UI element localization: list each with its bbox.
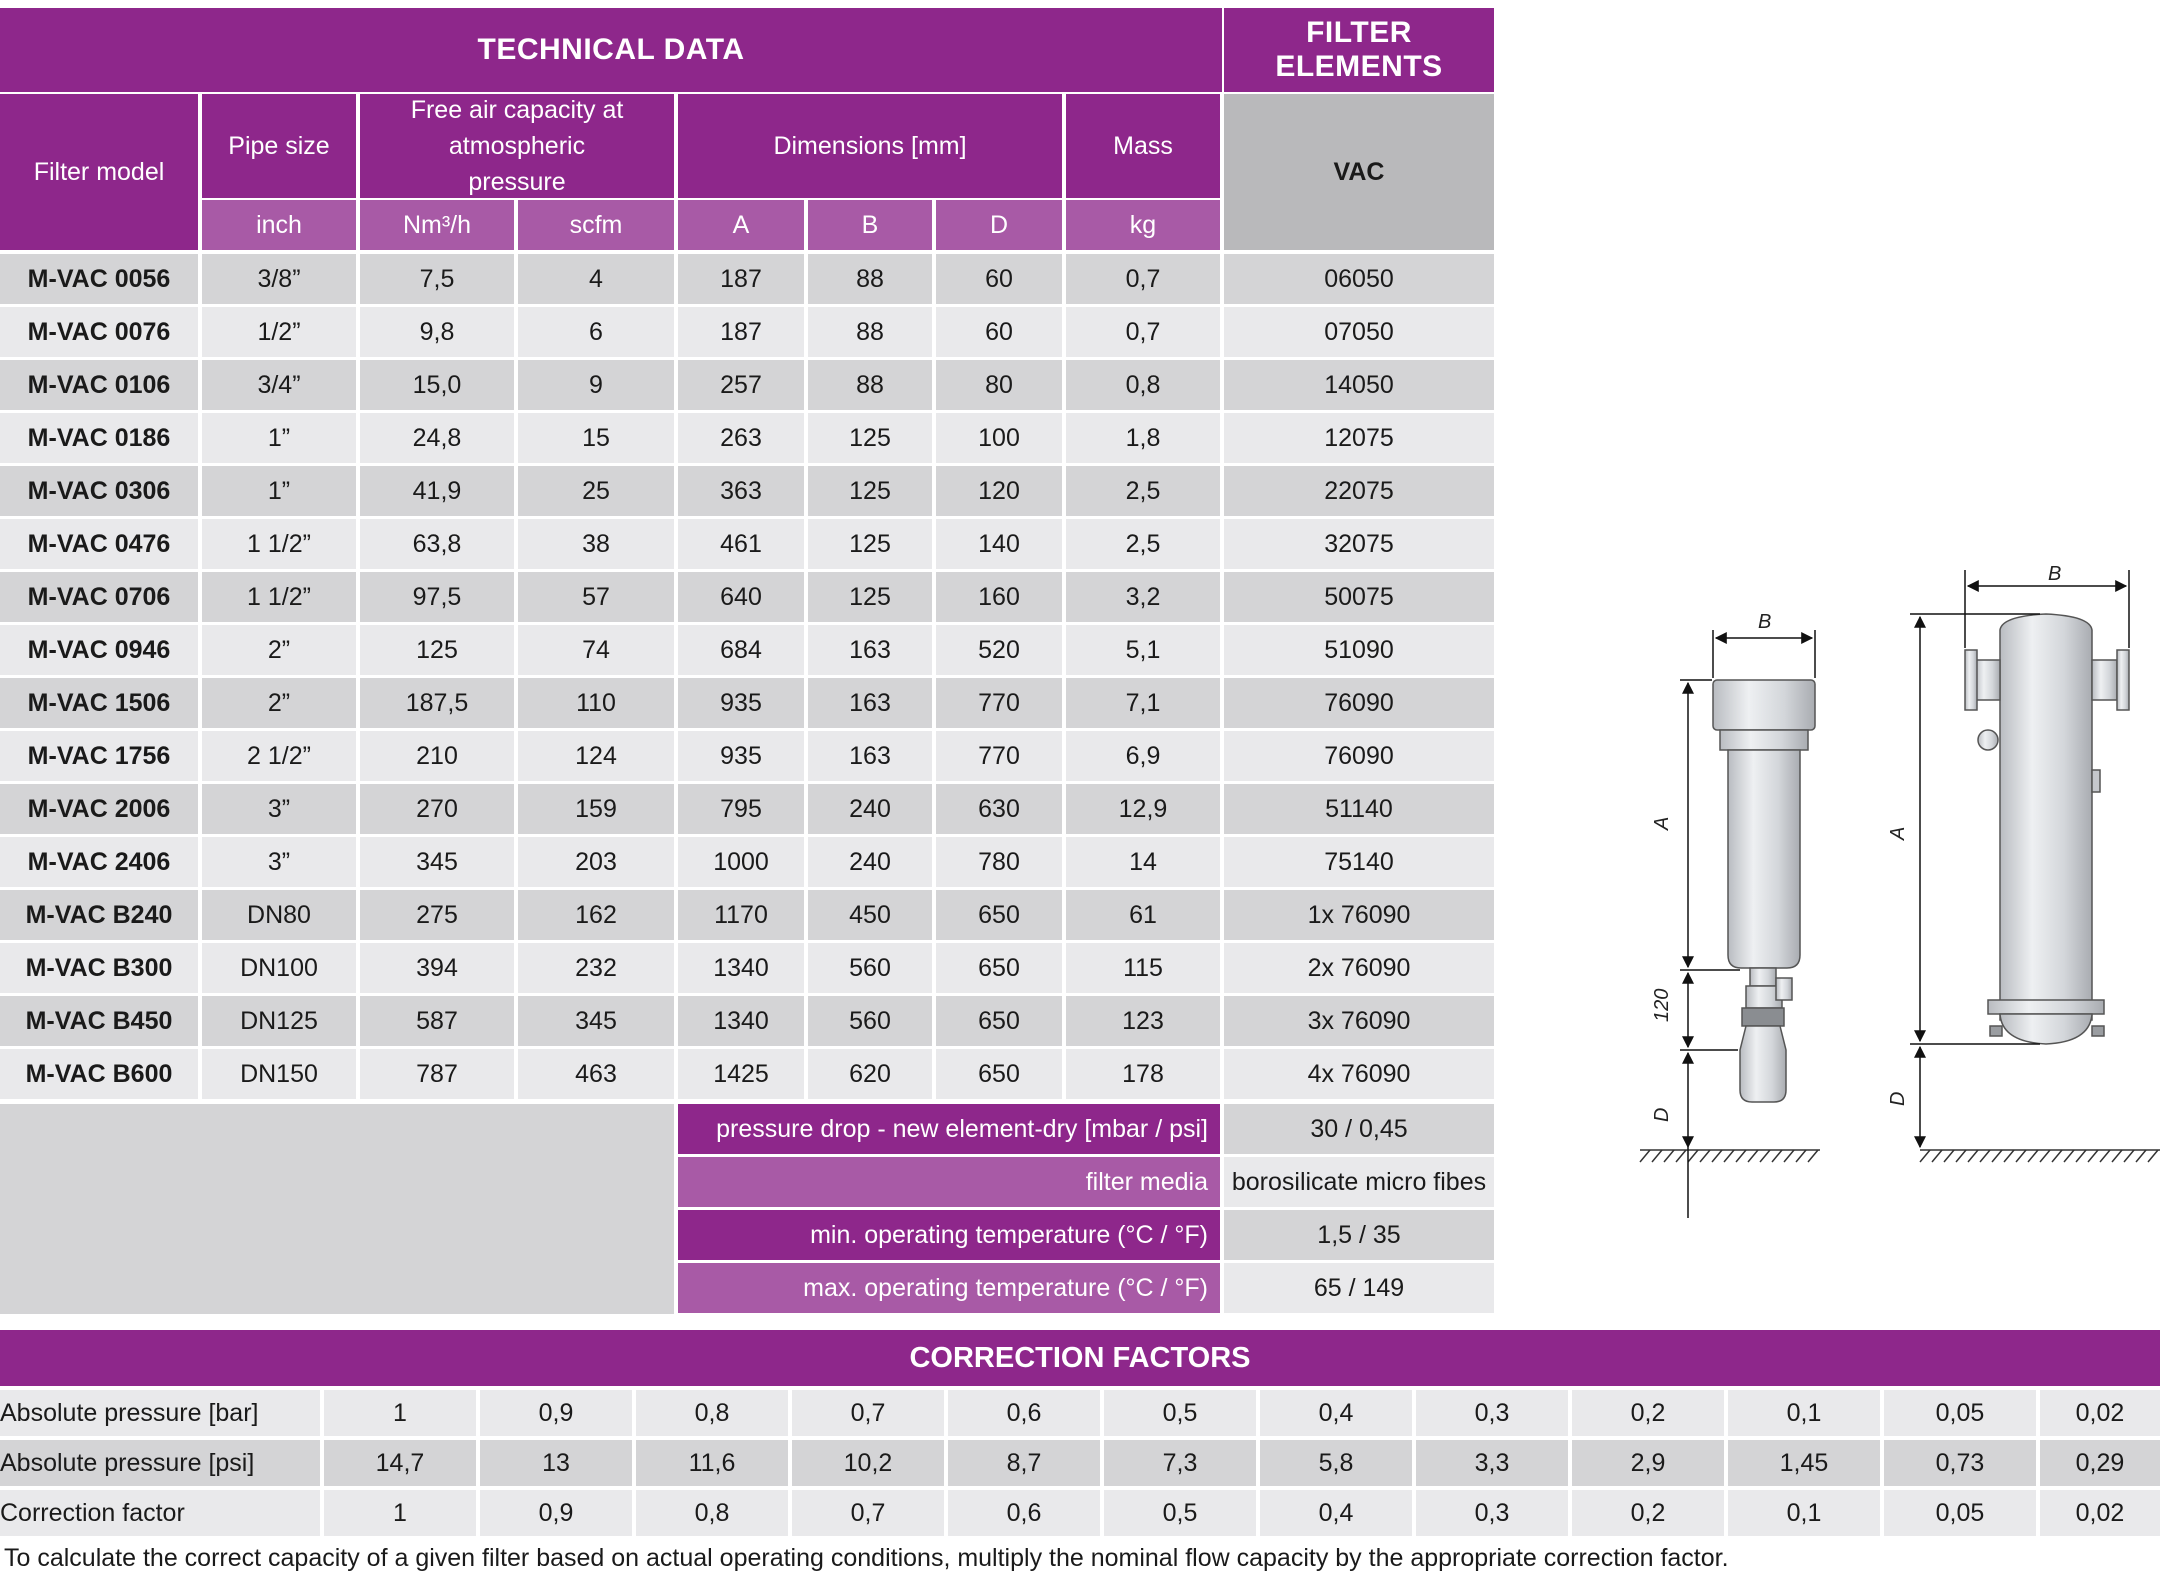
table-cell: 115	[1066, 943, 1220, 993]
correction-value: 0,73	[1884, 1440, 2036, 1486]
correction-value: 0,8	[636, 1390, 788, 1436]
table-cell: 6,9	[1066, 731, 1220, 781]
dim-label-d-small: D	[1651, 1107, 1673, 1122]
table-cell: 3,2	[1066, 572, 1220, 622]
filter-elements-title: FILTER ELEMENTS	[1224, 8, 1494, 92]
correction-value: 11,6	[636, 1440, 788, 1486]
correction-value: 1	[324, 1490, 476, 1536]
table-cell: 1340	[678, 943, 804, 993]
table-cell: 345	[360, 837, 514, 887]
property-label: pressure drop - new element-dry [mbar / psi]	[678, 1104, 1220, 1154]
correction-value: 0,4	[1260, 1390, 1412, 1436]
table-row-model: M-VAC B600	[0, 1049, 198, 1099]
correction-value: 0,29	[2040, 1440, 2160, 1486]
table-cell: 2x 76090	[1224, 943, 1494, 993]
correction-value: 2,9	[1572, 1440, 1724, 1486]
table-cell: 3/4”	[202, 360, 356, 410]
table-cell: 163	[808, 625, 932, 675]
table-cell: 07050	[1224, 307, 1494, 357]
table-cell: 4x 76090	[1224, 1049, 1494, 1099]
vac-header: VAC	[1224, 94, 1494, 250]
table-cell: 125	[808, 572, 932, 622]
correction-value: 0,3	[1416, 1390, 1568, 1436]
table-cell: 787	[360, 1049, 514, 1099]
table-cell: 06050	[1224, 254, 1494, 304]
table-cell: 3x 76090	[1224, 996, 1494, 1046]
table-cell: 650	[936, 890, 1062, 940]
table-cell: 75140	[1224, 837, 1494, 887]
table-cell: 240	[808, 784, 932, 834]
table-cell: 275	[360, 890, 514, 940]
correction-value: 0,05	[1884, 1390, 2036, 1436]
table-cell: 1”	[202, 466, 356, 516]
table-cell: 770	[936, 678, 1062, 728]
table-cell: 41,9	[360, 466, 514, 516]
table-cell: 9,8	[360, 307, 514, 357]
table-cell: 22075	[1224, 466, 1494, 516]
table-cell: 263	[678, 413, 804, 463]
table-cell: 345	[518, 996, 674, 1046]
table-cell: 74	[518, 625, 674, 675]
table-cell: 24,8	[360, 413, 514, 463]
table-cell: 587	[360, 996, 514, 1046]
dim-label-a-large: A	[1887, 826, 1909, 840]
table-cell: 162	[518, 890, 674, 940]
table-cell: 560	[808, 943, 932, 993]
table-cell: 123	[1066, 996, 1220, 1046]
table-cell: 2”	[202, 625, 356, 675]
table-cell: 463	[518, 1049, 674, 1099]
table-row-model: M-VAC 0306	[0, 466, 198, 516]
table-cell: 780	[936, 837, 1062, 887]
correction-value: 13	[480, 1440, 632, 1486]
table-cell: 770	[936, 731, 1062, 781]
correction-value: 5,8	[1260, 1440, 1412, 1486]
table-cell: 187	[678, 254, 804, 304]
table-cell: 159	[518, 784, 674, 834]
correction-value: 3,3	[1416, 1440, 1568, 1486]
dim-label-b-large: B	[2048, 563, 2062, 585]
table-cell: 2 1/2”	[202, 731, 356, 781]
table-cell: 178	[1066, 1049, 1220, 1099]
table-cell: 795	[678, 784, 804, 834]
small-filter-shape	[1713, 680, 1815, 1102]
table-cell: 60	[936, 254, 1062, 304]
free-air-capacity-header: Free air capacity at atmospheric pressure	[360, 94, 674, 198]
table-cell: 1340	[678, 996, 804, 1046]
table-cell: 3/8”	[202, 254, 356, 304]
correction-value: 7,3	[1104, 1440, 1256, 1486]
table-cell: 5,1	[1066, 625, 1220, 675]
table-row-model: M-VAC 0056	[0, 254, 198, 304]
table-cell: 12075	[1224, 413, 1494, 463]
table-cell: 124	[518, 731, 674, 781]
property-label: min. operating temperature (°C / °F)	[678, 1210, 1220, 1260]
table-cell: 125	[360, 625, 514, 675]
table-cell: 935	[678, 678, 804, 728]
table-cell: 7,1	[1066, 678, 1220, 728]
table-cell: 63,8	[360, 519, 514, 569]
table-cell: 684	[678, 625, 804, 675]
correction-value: 0,05	[1884, 1490, 2036, 1536]
table-cell: 76090	[1224, 731, 1494, 781]
table-row-model: M-VAC 0106	[0, 360, 198, 410]
technical-data-title: TECHNICAL DATA	[0, 8, 1222, 92]
table-cell: 88	[808, 307, 932, 357]
table-row-model: M-VAC B450	[0, 996, 198, 1046]
table-cell: DN125	[202, 996, 356, 1046]
table-cell: 38	[518, 519, 674, 569]
unit-header-cell: A	[678, 200, 804, 250]
table-cell: 4	[518, 254, 674, 304]
table-cell: 7,5	[360, 254, 514, 304]
correction-factors-title: CORRECTION FACTORS	[0, 1330, 2160, 1386]
table-cell: 97,5	[360, 572, 514, 622]
correction-value: 0,2	[1572, 1390, 1724, 1436]
table-cell: 1x 76090	[1224, 890, 1494, 940]
dim-label-d-large: D	[1887, 1091, 1909, 1106]
unit-header-cell: D	[936, 200, 1062, 250]
property-value: 30 / 0,45	[1224, 1104, 1494, 1154]
footnote: To calculate the correct capacity of a given filter based on actual operating conditions, multiply the nominal flow capacity by the appropriate correction factor.	[4, 1543, 1729, 1572]
table-cell: 61	[1066, 890, 1220, 940]
table-cell: 80	[936, 360, 1062, 410]
property-label: max. operating temperature (°C / °F)	[678, 1263, 1220, 1313]
table-cell: 88	[808, 360, 932, 410]
table-cell: 2,5	[1066, 466, 1220, 516]
property-value: 65 / 149	[1224, 1263, 1494, 1313]
correction-value: 0,9	[480, 1490, 632, 1536]
table-cell: 2,5	[1066, 519, 1220, 569]
table-cell: 630	[936, 784, 1062, 834]
filter-dimension-drawing	[1620, 550, 2160, 1230]
correction-value: 0,6	[948, 1390, 1100, 1436]
table-row-model: M-VAC 0076	[0, 307, 198, 357]
table-cell: 163	[808, 731, 932, 781]
table-cell: 394	[360, 943, 514, 993]
mass-header: Mass	[1066, 94, 1220, 198]
table-cell: 3”	[202, 784, 356, 834]
dimensions-header: Dimensions [mm]	[678, 94, 1062, 198]
property-blank-area	[0, 1104, 674, 1314]
correction-value: 0,7	[792, 1490, 944, 1536]
table-row-model: M-VAC 0186	[0, 413, 198, 463]
table-cell: 88	[808, 254, 932, 304]
table-cell: 640	[678, 572, 804, 622]
table-cell: 125	[808, 519, 932, 569]
table-row-model: M-VAC 0476	[0, 519, 198, 569]
correction-value: 0,02	[2040, 1390, 2160, 1436]
large-filter-shape	[1965, 614, 2129, 1044]
table-cell: 14	[1066, 837, 1220, 887]
ground-hatch-right	[1920, 1150, 2160, 1162]
table-cell: 9	[518, 360, 674, 410]
table-cell: 1170	[678, 890, 804, 940]
dim-label-b-small: B	[1758, 611, 1772, 633]
table-cell: 160	[936, 572, 1062, 622]
correction-value: 0,9	[480, 1390, 632, 1436]
table-cell: 51090	[1224, 625, 1494, 675]
filter-model-header: Filter model	[0, 94, 198, 250]
table-cell: 0,7	[1066, 254, 1220, 304]
table-cell: 232	[518, 943, 674, 993]
table-cell: 461	[678, 519, 804, 569]
table-cell: 32075	[1224, 519, 1494, 569]
table-cell: 15	[518, 413, 674, 463]
table-cell: 257	[678, 360, 804, 410]
unit-header-cell: scfm	[518, 200, 674, 250]
table-cell: DN80	[202, 890, 356, 940]
table-cell: 125	[808, 413, 932, 463]
correction-value: 10,2	[792, 1440, 944, 1486]
table-cell: 1425	[678, 1049, 804, 1099]
correction-value: 0,5	[1104, 1390, 1256, 1436]
table-cell: DN100	[202, 943, 356, 993]
table-cell: 140	[936, 519, 1062, 569]
table-cell: 2”	[202, 678, 356, 728]
table-row-model: M-VAC 2406	[0, 837, 198, 887]
unit-header-cell: kg	[1066, 200, 1220, 250]
table-cell: 560	[808, 996, 932, 1046]
table-cell: 620	[808, 1049, 932, 1099]
table-cell: 110	[518, 678, 674, 728]
table-row-model: M-VAC 1756	[0, 731, 198, 781]
correction-value: 0,6	[948, 1490, 1100, 1536]
table-cell: DN150	[202, 1049, 356, 1099]
property-value: 1,5 / 35	[1224, 1210, 1494, 1260]
table-row-model: M-VAC 0946	[0, 625, 198, 675]
correction-value: 0,1	[1728, 1390, 1880, 1436]
table-cell: 0,8	[1066, 360, 1220, 410]
table-cell: 1 1/2”	[202, 572, 356, 622]
table-cell: 15,0	[360, 360, 514, 410]
table-cell: 240	[808, 837, 932, 887]
correction-value: 0,02	[2040, 1490, 2160, 1536]
table-cell: 1/2”	[202, 307, 356, 357]
unit-header-cell: Nm³/h	[360, 200, 514, 250]
table-cell: 203	[518, 837, 674, 887]
table-row-model: M-VAC B300	[0, 943, 198, 993]
property-value: borosilicate micro fibes	[1224, 1157, 1494, 1207]
unit-header-cell: B	[808, 200, 932, 250]
table-cell: 25	[518, 466, 674, 516]
correction-row-label: Correction factor	[0, 1490, 320, 1536]
table-cell: 1,8	[1066, 413, 1220, 463]
dim-label-120: 120	[1651, 988, 1673, 1022]
unit-header-cell: inch	[202, 200, 356, 250]
pipe-size-header: Pipe size	[202, 94, 356, 198]
table-cell: 363	[678, 466, 804, 516]
table-cell: 935	[678, 731, 804, 781]
correction-value: 0,3	[1416, 1490, 1568, 1536]
table-cell: 1000	[678, 837, 804, 887]
correction-row-label: Absolute pressure [bar]	[0, 1390, 320, 1436]
table-cell: 12,9	[1066, 784, 1220, 834]
table-cell: 60	[936, 307, 1062, 357]
correction-value: 8,7	[948, 1440, 1100, 1486]
table-cell: 120	[936, 466, 1062, 516]
table-cell: 50075	[1224, 572, 1494, 622]
table-cell: 650	[936, 996, 1062, 1046]
correction-value: 0,4	[1260, 1490, 1412, 1536]
table-cell: 3”	[202, 837, 356, 887]
correction-row-label: Absolute pressure [psi]	[0, 1440, 320, 1486]
correction-value: 0,8	[636, 1490, 788, 1536]
table-cell: 14050	[1224, 360, 1494, 410]
table-cell: 51140	[1224, 784, 1494, 834]
table-cell: 520	[936, 625, 1062, 675]
correction-value: 1,45	[1728, 1440, 1880, 1486]
table-cell: 1 1/2”	[202, 519, 356, 569]
table-cell: 0,7	[1066, 307, 1220, 357]
table-cell: 650	[936, 1049, 1062, 1099]
property-label: filter media	[678, 1157, 1220, 1207]
table-cell: 210	[360, 731, 514, 781]
table-row-model: M-VAC B240	[0, 890, 198, 940]
table-cell: 187	[678, 307, 804, 357]
table-cell: 1”	[202, 413, 356, 463]
table-cell: 57	[518, 572, 674, 622]
ground-hatch-left	[1640, 1150, 1820, 1162]
dim-label-a-small: A	[1651, 816, 1673, 830]
table-cell: 187,5	[360, 678, 514, 728]
table-row-model: M-VAC 2006	[0, 784, 198, 834]
table-cell: 650	[936, 943, 1062, 993]
correction-value: 0,7	[792, 1390, 944, 1436]
correction-value: 0,5	[1104, 1490, 1256, 1536]
table-row-model: M-VAC 0706	[0, 572, 198, 622]
correction-value: 0,1	[1728, 1490, 1880, 1536]
table-cell: 76090	[1224, 678, 1494, 728]
correction-value: 0,2	[1572, 1490, 1724, 1536]
table-cell: 163	[808, 678, 932, 728]
table-cell: 125	[808, 466, 932, 516]
correction-value: 14,7	[324, 1440, 476, 1486]
table-cell: 270	[360, 784, 514, 834]
table-row-model: M-VAC 1506	[0, 678, 198, 728]
correction-value: 1	[324, 1390, 476, 1436]
table-cell: 100	[936, 413, 1062, 463]
table-cell: 450	[808, 890, 932, 940]
table-cell: 6	[518, 307, 674, 357]
